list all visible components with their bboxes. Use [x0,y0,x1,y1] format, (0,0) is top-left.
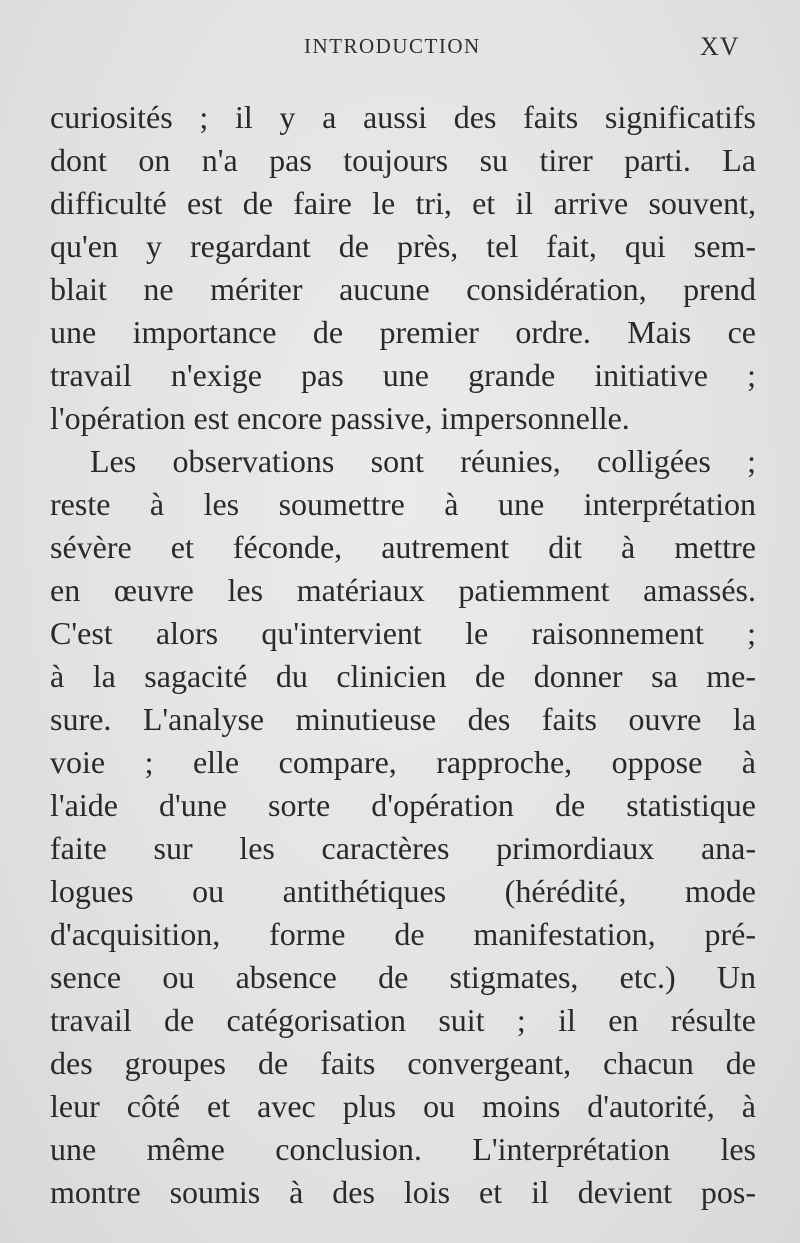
text-line: curiosités ; il y a aussi des faits significatifs [50,99,756,135]
text-line: une même conclusion. L'interprétation les [50,1131,756,1167]
text-line: dont on n'a pas toujours su tirer parti. La [50,142,756,178]
text-line: C'est alors qu'intervient le raisonnement ; [50,615,756,651]
running-head [0,30,800,64]
text-line: une importance de premier ordre. Mais ce [50,314,756,350]
text-line: l'aide d'une sorte d'opération de statistique [50,787,756,823]
text-line: reste à les soumettre à une interprétation [50,486,756,522]
paragraph-end-line: l'opération est encore passive, impersonnelle. [50,400,630,436]
running-title: INTRODUCTION [304,34,481,58]
text-line: faite sur les caractères primordiaux ana- [50,830,756,866]
text-line: voie ; elle compare, rapproche, oppose à [50,744,756,780]
paragraph-start-line: Les observations sont réunies, colligées ; [90,443,756,479]
text-line: sence ou absence de stigmates, etc.) Un [50,959,756,995]
text-line: d'acquisition, forme de manifestation, pré- [50,916,756,952]
text-line: leur côté et avec plus ou moins d'autorité, à [50,1088,756,1124]
body-text [50,96,756,1214]
text-line: travail de catégorisation suit ; il en résulte [50,1002,756,1038]
text-line: montre soumis à des lois et il devient pos- [50,1174,756,1210]
text-line: logues ou antithétiques (hérédité, mode [50,873,756,909]
text-line: travail n'exige pas une grande initiative ; [50,357,756,393]
text-line: des groupes de faits convergeant, chacun de [50,1045,756,1081]
text-line: en œuvre les matériaux patiemment amassés. [50,572,756,608]
text-line: à la sagacité du clinicien de donner sa me- [50,658,756,694]
text-line: difficulté est de faire le tri, et il arrive souvent, [50,185,756,221]
text-line: sure. L'analyse minutieuse des faits ouvre la [50,701,756,737]
page-number: XV [700,32,740,61]
text-line: qu'en y regardant de près, tel fait, qui sem- [50,228,756,264]
text-line: blait ne mériter aucune considération, prend [50,271,756,307]
text-line: sévère et féconde, autrement dit à mettre [50,529,756,565]
